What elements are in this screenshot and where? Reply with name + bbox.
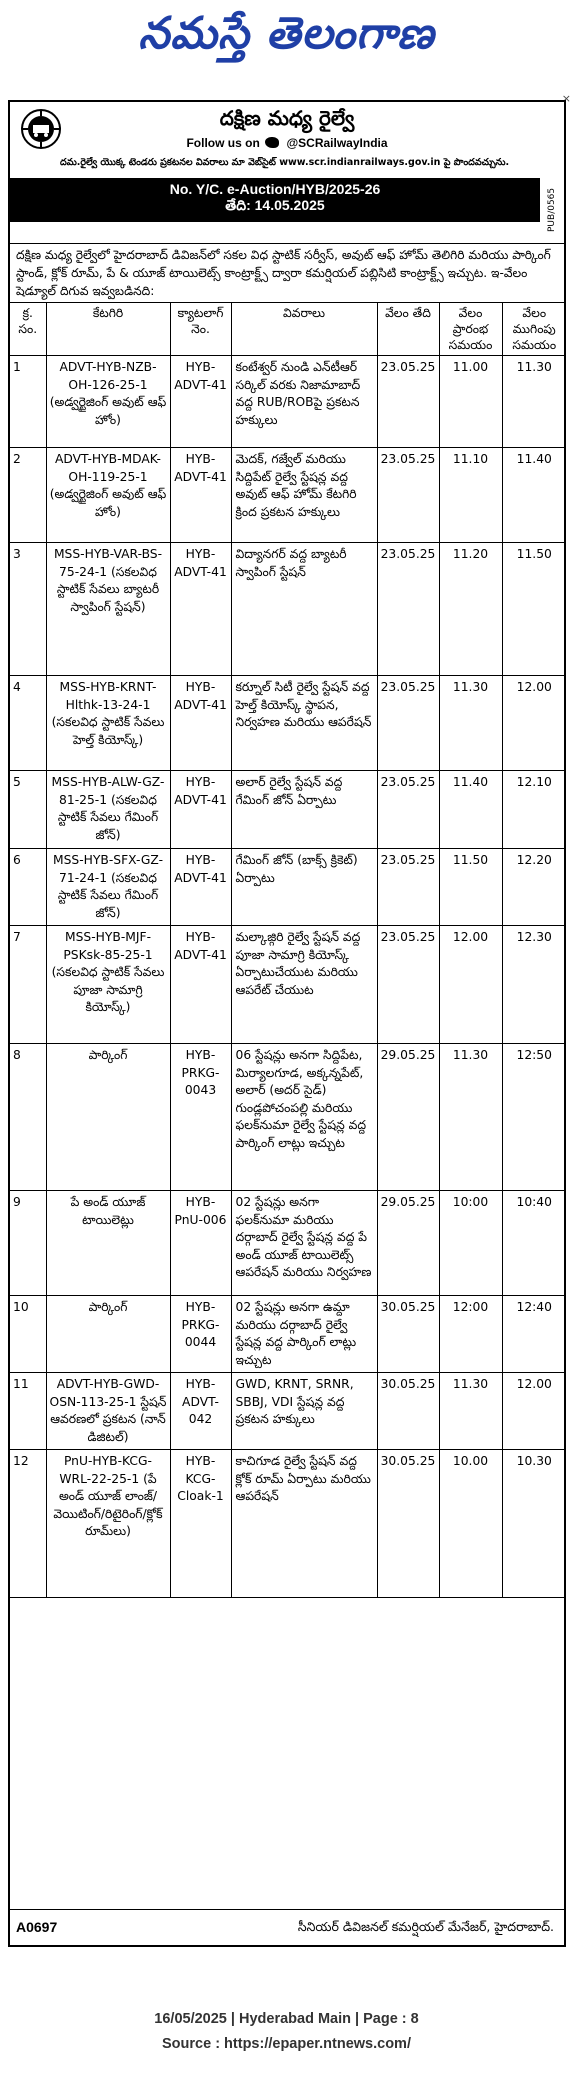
row-start-time: 11.40 (439, 771, 502, 849)
tender-notice (8, 100, 566, 1947)
table-header-row (10, 303, 566, 356)
row-number: 9 (10, 1191, 46, 1296)
row-category: MSS-HYB-ALW-GZ-81-25-1 (సకలవిధ స్టాటిక్ సేవలు గేమింగ్ జోన్) (46, 771, 170, 849)
row-auction-date: 30.05.25 (377, 1296, 439, 1373)
row-details: కాచిగూడ రైల్వే స్టేషన్ వద్ద క్లోక్ రూమ్ ఏర్పాటు మరియు ఆపరేషన్ (231, 1450, 377, 1598)
row-details: 06 స్టేషన్లు అనగా సిద్దిపేట, మిర్యాలగూడ, అక్కన్నపేట్, అలార్ (అదర్ సైడ్) గుండ్లపోచంపల్లి మరియు ఫలక్‌నుమా రైల్వే స్టేషన్ల వద్ద పార్కింగ్ లాట్లు ఇచ్చుట (231, 1044, 377, 1191)
col-header-start: వేలం ప్రారంభ సమయం (439, 303, 502, 356)
row-catalog-no: HYB-PRKG-0044 (170, 1296, 231, 1373)
row-details: 02 స్టేషన్లు అనగా ఫలక్‌నుమా మరియు దర్గాబాద్ రైల్వే స్టేషన్ల వద్ద పే అండ్ యూజ్ టాయిలెట్స్ ఆపరేషన్ మరియు నిర్వహణ (231, 1191, 377, 1296)
table-row (10, 543, 566, 676)
row-auction-date: 23.05.25 (377, 926, 439, 1044)
row-catalog-no: HYB-ADVT-41 (170, 356, 231, 448)
table-row (10, 849, 566, 926)
row-details: మల్కాజ్గిరి రైల్వే స్టేషన్ వద్ద పూజా సామాగ్రి కియోస్క్ ఏర్పాటుచేయుట మరియు ఆపరేట్ చేయుట (231, 926, 377, 1044)
row-category: ADVT-HYB-NZB-OH-126-25-1 (అడ్వర్టైజింగ్ అవుట్ ఆఫ్ హోం) (46, 356, 170, 448)
row-auction-date: 30.05.25 (377, 1450, 439, 1598)
row-start-time: 10.00 (439, 1450, 502, 1598)
row-details: 02 స్టేషన్లు అనగా ఉమ్దా మరియు దర్గాబాద్ రైల్వే స్టేషన్ల వద్ద పార్కింగ్ లాట్లు ఇచ్చుట (231, 1296, 377, 1373)
table-row (10, 1191, 566, 1296)
row-catalog-no: HYB-PnU-006 (170, 1191, 231, 1296)
row-auction-date: 23.05.25 (377, 543, 439, 676)
row-end-time: 10.30 (502, 1450, 566, 1598)
row-number: 8 (10, 1044, 46, 1191)
row-catalog-no: HYB-ADVT-41 (170, 543, 231, 676)
table-row (10, 356, 566, 448)
table-row (10, 926, 566, 1044)
row-start-time: 12:00 (439, 1296, 502, 1373)
row-end-time: 10:40 (502, 1191, 566, 1296)
page-meta: 16/05/2025 | Hyderabad Main | Page : 8 (154, 2011, 419, 2027)
row-catalog-no: HYB-ADVT-41 (170, 676, 231, 771)
row-auction-date: 29.05.25 (377, 1191, 439, 1296)
row-category: పే అండ్ యూజ్ టాయిలెట్లు (46, 1191, 170, 1296)
row-end-time: 11.50 (502, 543, 566, 676)
col-header-category: కేటగిరి (46, 303, 170, 356)
row-start-time: 10:00 (439, 1191, 502, 1296)
row-auction-date: 23.05.25 (377, 448, 439, 543)
row-details: గేమింగ్ జోన్ (బాక్స్ క్రికెట్) ఏర్పాటు (231, 849, 377, 926)
row-category: MSS-HYB-KRNT-Hlthk-13-24-1 (సకలవిధ స్టాటిక్ సేవలు హెల్త్ కియోస్క్) (46, 676, 170, 771)
row-auction-date: 23.05.25 (377, 849, 439, 926)
row-auction-date: 29.05.25 (377, 1044, 439, 1191)
row-start-time: 11.00 (439, 356, 502, 448)
row-details: అలార్ రైల్వే స్టేషన్ వద్ద గేమింగ్ జోన్ ఏర్పాటు (231, 771, 377, 849)
row-category: పార్కింగ్ (46, 1044, 170, 1191)
row-start-time: 11.30 (439, 676, 502, 771)
row-number: 3 (10, 543, 46, 676)
follow-label: Follow us on (186, 136, 260, 150)
row-start-time: 11.20 (439, 543, 502, 676)
row-number: 6 (10, 849, 46, 926)
row-number: 11 (10, 1373, 46, 1450)
corner-close-icon[interactable]: × (561, 92, 571, 105)
row-end-time: 12.00 (502, 676, 566, 771)
col-header-no: క్ర. సం. (10, 303, 46, 356)
col-header-date: వేలం తేది (377, 303, 439, 356)
row-start-time: 11.30 (439, 1044, 502, 1191)
notice-date: తేది: 14.05.2025 (225, 197, 325, 213)
row-number: 12 (10, 1450, 46, 1598)
row-end-time: 12.20 (502, 849, 566, 926)
row-number: 2 (10, 448, 46, 543)
row-catalog-no: HYB-ADVT-042 (170, 1373, 231, 1450)
row-number: 7 (10, 926, 46, 1044)
row-category: MSS-HYB-MJF-PSKsk-85-25-1 (సకలవిధ స్టాటిక్ సేవలు పూజా సామాగ్రి కియోస్క్) (46, 926, 170, 1044)
row-catalog-no: HYB-KCG-Cloak-1 (170, 1450, 231, 1598)
organisation-name: దక్షిణ మధ్య రైల్వే (219, 106, 355, 130)
row-end-time: 12.10 (502, 771, 566, 849)
notice-intro: దక్షిణ మధ్య రైల్వేలో హైదరాబాద్ డివిజన్‌లో సకల విధ స్టాటిక్ సర్వీస్, అవుట్ ఆఫ్ హోమ్ తెలిగిరి మరియు పార్కింగ్ స్టాండ్, క్లోక్ రూమ్, పే & యూజ్ టాయిలెట్స్ కాంట్రాక్ట్స్ ద్వారా కమర్షియల్ పబ్లిసిటి కాంట్రాక్ట్స్ ఇచ్చుట. ఇ-వేలం షెడ్యూల్ దిగువ ఇవ్వబడినది: (10, 244, 564, 303)
row-auction-date: 23.05.25 (377, 771, 439, 849)
notice-number-bar (10, 178, 540, 222)
row-auction-date: 23.05.25 (377, 676, 439, 771)
table-row (10, 448, 566, 543)
row-start-time: 11.50 (439, 849, 502, 926)
masthead (0, 0, 573, 70)
row-details: GWD, KRNT, SRNR, SBBJ, VDI స్టేషన్ల వద్ద ప్రకటన హక్కులు (231, 1373, 377, 1450)
website-line: దమ.రైల్వే యొక్క టెండరు ప్రకటనల వివరాలు మా వెబ్‌సైట్ www.scr.indianrailways.gov.in పై పొందవచ్చును. (60, 157, 510, 168)
row-auction-date: 30.05.25 (377, 1373, 439, 1450)
follow-line (10, 136, 564, 150)
row-start-time: 11.30 (439, 1373, 502, 1450)
row-catalog-no: HYB-PRKG-0043 (170, 1044, 231, 1191)
row-catalog-no: HYB-ADVT-41 (170, 771, 231, 849)
auction-schedule-table (10, 303, 566, 1598)
notice-footer (10, 1909, 564, 1945)
col-header-code: క్యాటలాగ్ నెం. (170, 303, 231, 356)
row-details: కర్నూల్ సిటీ రైల్వే స్టేషన్ వద్ద హెల్త్ కియోస్క్ స్థాపన, నిర్వహణ మరియు ఆపరేషన్ (231, 676, 377, 771)
row-category: పార్కింగ్ (46, 1296, 170, 1373)
row-end-time: 12.00 (502, 1373, 566, 1450)
row-details: మెదక్, గజ్వేల్ మరియు సిద్దిపేట్ రైల్వే స్టేషన్ల వద్ద అవుట్ ఆఫ్ హోమ్ కేటగిరి క్రింద ప్రకటన హక్కులు (231, 448, 377, 543)
col-header-end: వేలం ముగింపు సమయం (502, 303, 566, 356)
row-category: MSS-HYB-SFX-GZ-71-24-1 (సకలవిధ స్టాటిక్ సేవలు గేమింగ్ జోన్) (46, 849, 170, 926)
table-row (10, 1044, 566, 1191)
row-number: 4 (10, 676, 46, 771)
table-row (10, 771, 566, 849)
row-number: 5 (10, 771, 46, 849)
notice-header (10, 102, 564, 244)
col-header-details: వివరాలు (231, 303, 377, 356)
row-category: ADVT-HYB-GWD-OSN-113-25-1 స్టేషన్ ఆవరణలో ప్రకటన (నాన్ డిజిటల్) (46, 1373, 170, 1450)
twitter-icon (265, 137, 279, 148)
table-row (10, 676, 566, 771)
notice-number: No. Y/C. e-Auction/HYB/2025-26 (169, 181, 381, 197)
newspaper-logo-title: నమస్తే తెలంగాణ (138, 8, 435, 59)
row-category: MSS-HYB-VAR-BS-75-24-1 (సకలవిధ స్టాటిక్ సేవలు బ్యాటరీ స్వాపింగ్ స్టేషన్) (46, 543, 170, 676)
table-row (10, 1450, 566, 1598)
row-start-time: 11.10 (439, 448, 502, 543)
row-details: విద్యానగర్ వద్ద బ్యాటరీ స్వాపింగ్ స్టేషన్ (231, 543, 377, 676)
row-number: 1 (10, 356, 46, 448)
row-catalog-no: HYB-ADVT-41 (170, 448, 231, 543)
row-start-time: 12.00 (439, 926, 502, 1044)
row-number: 10 (10, 1296, 46, 1373)
source-link[interactable]: Source : https://epaper.ntnews.com/ (162, 2036, 411, 2052)
table-row (10, 1373, 566, 1450)
row-category: PnU-HYB-KCG-WRL-22-25-1 (పే అండ్ యూజ్ లాంజ్/వెయిటింగ్/రిటైరింగ్/క్లోక్ రూమ్‌లు) (46, 1450, 170, 1598)
signatory: సీనియర్ డివిజనల్ కమర్షియల్ మేనేజర్, హైదరాబాద్. (297, 1919, 554, 1934)
row-catalog-no: HYB-ADVT-41 (170, 849, 231, 926)
row-end-time: 12:40 (502, 1296, 566, 1373)
row-category: ADVT-HYB-MDAK-OH-119-25-1 (అడ్వర్టైజింగ్ అవుట్ ఆఫ్ హోం) (46, 448, 170, 543)
row-end-time: 11.40 (502, 448, 566, 543)
publication-code: PUB/0565 (547, 187, 557, 233)
row-end-time: 12.30 (502, 926, 566, 1044)
row-end-time: 11.30 (502, 356, 566, 448)
table-row (10, 1296, 566, 1373)
twitter-handle[interactable]: @SCRailwayIndia (286, 136, 388, 150)
row-details: కంటేశ్వర్ నుండి ఎన్‌టీఆర్ సర్కిల్ వరకు నిజామాబాద్ వద్ద RUB/ROBపై ప్రకటన హక్కులు (231, 356, 377, 448)
footer-code: A0697 (16, 1919, 58, 1935)
row-auction-date: 23.05.25 (377, 356, 439, 448)
row-end-time: 12:50 (502, 1044, 566, 1191)
row-catalog-no: HYB-ADVT-41 (170, 926, 231, 1044)
